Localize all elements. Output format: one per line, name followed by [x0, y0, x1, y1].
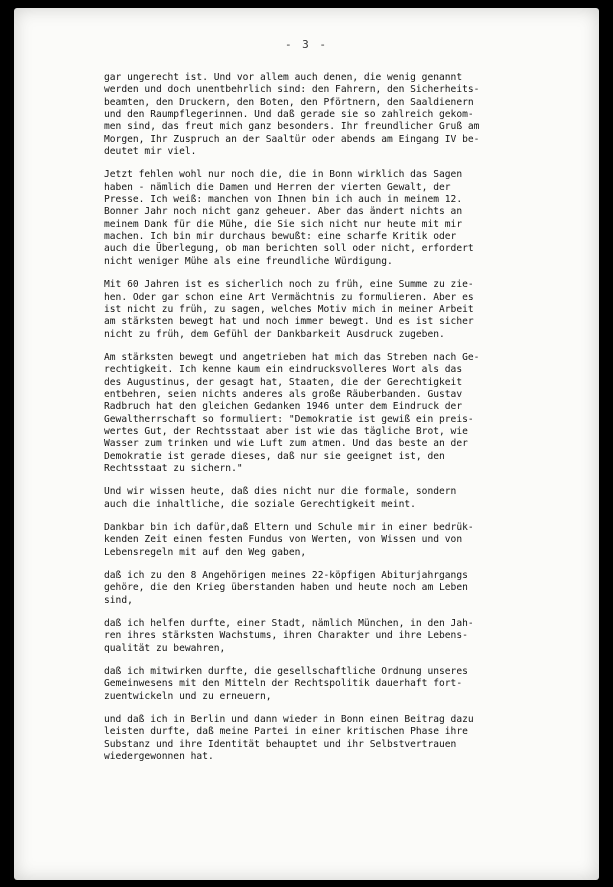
text-line: ren ihres stärksten Wachstums, ihren Charakter und ihre Lebens- — [104, 630, 468, 642]
text-line: gar ungerecht ist. Und vor allem auch denen, die wenig genannt — [104, 72, 463, 83]
text-line: entbehren, seien nichts anderes als große Räuberbanden. Gustav — [104, 388, 463, 400]
text-line: und den Raumpflegerinnen. Und daß gerade sie so zahlreich gekom- — [104, 109, 474, 121]
text-line: men sind, das freut mich ganz besonders. Ihr freundlicher Gruß am — [104, 121, 480, 133]
text-line: hen. Oder gar schon eine Art Vermächtnis zu formulieren. Aber es — [104, 291, 474, 303]
text-line: Gemeinwesens mit den Mitteln der Rechtspolitik dauerhaft fort- — [104, 678, 463, 690]
text-line: Wasser zum trinken und wie Luft zum atmen. Und das beste an der — [104, 438, 468, 450]
text-line: qualität zu bewahren, — [104, 642, 226, 654]
paragraph — [104, 714, 574, 763]
text-line: gehöre, die den Krieg überstanden haben und heute noch am Leben — [104, 582, 468, 594]
text-line: am stärksten bewegt hat und noch immer bewegt. Und es ist sicher — [104, 316, 474, 328]
text-line: wertes Gut, der Rechtsstaat aber ist wie das tägliche Brot, wie — [104, 425, 468, 437]
text-line: Und wir wissen heute, daß dies nicht nur die formale, sondern — [104, 486, 457, 498]
text-line: Dankbar bin ich dafür,daß Eltern und Schule mir in einer bedrük- — [104, 522, 474, 533]
text-line: nicht weniger Mühe als eine freundliche Würdigung. — [104, 255, 393, 267]
text-line: und daß ich in Berlin und dann wieder in Bonn einen Beitrag dazu — [104, 714, 474, 726]
text-line: leisten durfte, daß meine Partei in einer kritischen Phase ihre — [104, 726, 468, 738]
paragraph — [104, 570, 574, 607]
text-line: Morgen, Ihr Zuspruch an der Saaltür oder abends am Eingang IV be- — [104, 133, 480, 145]
paragraph — [104, 666, 574, 703]
text-line: Jetzt fehlen wohl nur noch die, die in Bonn wirklich das Sagen — [104, 169, 463, 181]
document-page — [14, 8, 599, 880]
text-line: rechtigkeit. Ich kenne kaum ein eindrucksvolleres Wort als das — [104, 364, 463, 376]
text-line: ist nicht zu früh, zu sagen, welches Motiv mich in meiner Arbeit — [104, 303, 474, 315]
paragraph — [104, 169, 574, 268]
text-line: nicht zu früh, dem Gefühl der Dankbarkeit Ausdruck zugeben. — [104, 328, 445, 340]
text-line: auch die inhaltliche, die soziale Gerechtigkeit meint. — [104, 498, 416, 510]
paragraph — [104, 522, 574, 559]
text-line: wiedergewonnen hat. — [104, 751, 214, 763]
paragraph — [104, 72, 574, 158]
text-line: Lebensregeln mit auf den Weg gaben, — [104, 546, 307, 558]
paragraph — [104, 618, 574, 655]
text-line: Radbruch hat den gleichen Gedanken 1946 unter dem Eindruck der — [104, 401, 463, 413]
text-line: Rechtsstaat zu sichern." — [104, 462, 243, 474]
text-line: Demokratie ist gerade dieses, daß nur sie geeignet ist, den — [104, 450, 445, 462]
text-line: daß ich mitwirken durfte, die gesellschaftliche Ordnung unseres — [104, 666, 468, 678]
text-line: des Augustinus, der gesagt hat, Staaten, die der Gerechtigkeit — [104, 376, 463, 388]
text-line: machen. Ich bin mir durchaus bewußt: eine scharfe Kritik oder — [104, 231, 457, 243]
text-line: Bonner Jahr noch nicht ganz geheuer. Aber das ändert nichts an — [104, 206, 463, 218]
text-line: werden und doch unentbehrlich sind: den Fahrern, den Sicherheits- — [104, 84, 480, 96]
text-line: daß ich zu den 8 Angehörigen meines 22-köpfigen Abiturjahrgangs — [104, 570, 468, 582]
paragraph — [104, 279, 574, 341]
paragraph — [104, 352, 574, 475]
text-line: deutet mir viel. — [104, 146, 197, 158]
text-line: Substanz und ihre Identität behauptet und ihr Selbstvertrauen — [104, 738, 457, 750]
text-line: sind, — [104, 594, 133, 606]
paragraph — [104, 486, 574, 511]
text-line: Am stärksten bewegt und angetrieben hat mich das Streben nach Ge- — [104, 351, 480, 363]
document-body — [104, 72, 574, 775]
text-line: zuentwickeln und zu erneuern, — [104, 690, 272, 702]
text-line: beamten, den Druckern, den Boten, den Pförtnern, den Saaldienern — [104, 96, 474, 108]
page-number: - 3 - — [284, 38, 329, 51]
text-line: daß ich helfen durfte, einer Stadt, nämlich München, in den Jah- — [104, 618, 474, 630]
text-line: haben - nämlich die Damen und Herren der vierten Gewalt, der — [104, 181, 451, 193]
text-line: meinem Dank für die Mühe, die Sie sich nicht nur heute mit mir — [104, 218, 463, 230]
text-line: auch die Überlegung, ob man berichten soll oder nicht, erfordert — [104, 243, 474, 255]
text-line: Presse. Ich weiß: manchen von Ihnen bin ich auch in meinem 12. — [104, 194, 463, 206]
text-line: Gewaltherrschaft so formuliert: "Demokratie ist gewiß ein preis- — [104, 413, 474, 425]
text-line: Mit 60 Jahren ist es sicherlich noch zu früh, eine Summe zu zie- — [104, 279, 474, 291]
text-line: kenden Zeit einen festen Fundus von Werten, von Wissen und von — [104, 534, 463, 546]
